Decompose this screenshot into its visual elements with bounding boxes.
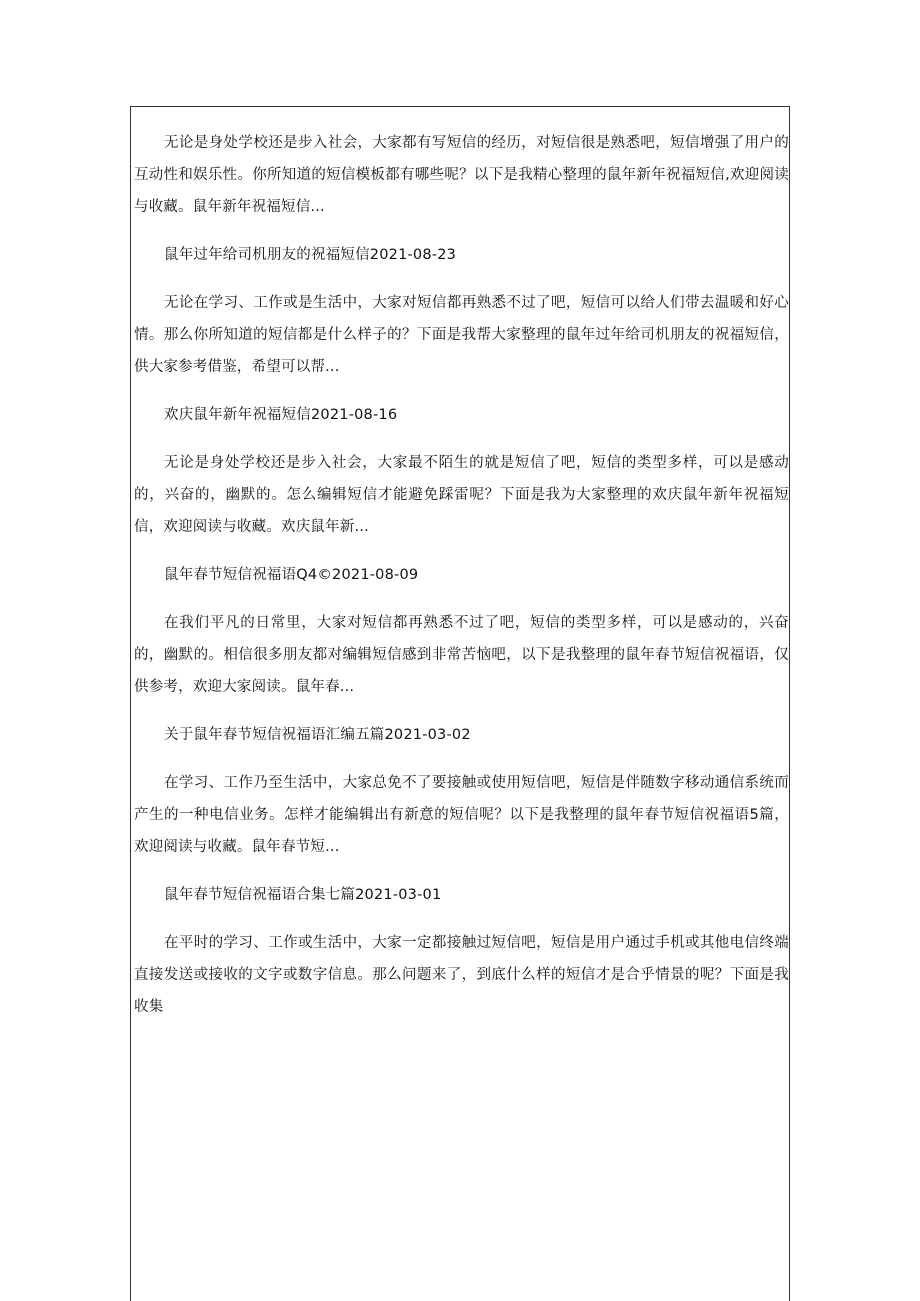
article-summary-5: 在平时的学习、工作或生活中，大家一定都接触过短信吧，短信是用户通过手机或其他电信终端直接发送或接收的文字或数字信息。那么问题来了，到底什么样的短信才是合乎情景的呢？下面是我收集 bbox=[134, 935, 789, 1015]
article-title-5: 鼠年春节短信祝福语合集七篇2021-03-01 bbox=[164, 887, 442, 903]
article-summary-4: 在学习、工作乃至生活中，大家总免不了要接触或使用短信吧，短信是伴随数字移动通信系统而产生的一种电信业务。怎样才能编辑出有新意的短信呢？以下是我整理的鼠年春节短信祝福语5篇，欢迎阅读与收藏。鼠年春节短... bbox=[134, 775, 789, 855]
article-title-3: 鼠年春节短信祝福语Q4©2021-08-09 bbox=[164, 567, 419, 583]
article-title-1: 鼠年过年给司机朋友的祝福短信2021-08-23 bbox=[164, 247, 457, 263]
article-summary-3: 在我们平凡的日常里，大家对短信都再熟悉不过了吧，短信的类型多样，可以是感动的，兴奋的，幽默的。相信很多朋友都对编辑短信感到非常苦恼吧，以下是我整理的鼠年春节短信祝福语，仅供参考，欢迎大家阅读。鼠年春... bbox=[134, 615, 789, 695]
article-title-2: 欢庆鼠年新年祝福短信2021-08-16 bbox=[164, 407, 398, 423]
document-content bbox=[131, 127, 791, 1039]
article-summary-2: 无论是身处学校还是步入社会，大家最不陌生的就是短信了吧，短信的类型多样，可以是感动的，兴奋的，幽默的。怎么编辑短信才能避免踩雷呢？下面是我为大家整理的欢庆鼠年新年祝福短信，欢迎阅读与收藏。欢庆鼠年新... bbox=[134, 455, 789, 535]
document-page bbox=[130, 106, 790, 1301]
article-summary-1: 无论在学习、工作或是生活中，大家对短信都再熟悉不过了吧，短信可以给人们带去温暖和好心情。那么你所知道的短信都是什么样子的？下面是我帮大家整理的鼠年过年给司机朋友的祝福短信，供大家参考借鉴，希望可以帮... bbox=[134, 295, 789, 375]
intro-paragraph: 无论是身处学校还是步入社会，大家都有写短信的经历，对短信很是熟悉吧，短信增强了用户的互动性和娱乐性。你所知道的短信模板都有哪些呢？以下是我精心整理的鼠年新年祝福短信,欢迎阅读与收藏。鼠年新年祝福短信... bbox=[134, 135, 789, 215]
article-title-4: 关于鼠年春节短信祝福语汇编五篇2021-03-02 bbox=[164, 727, 471, 743]
